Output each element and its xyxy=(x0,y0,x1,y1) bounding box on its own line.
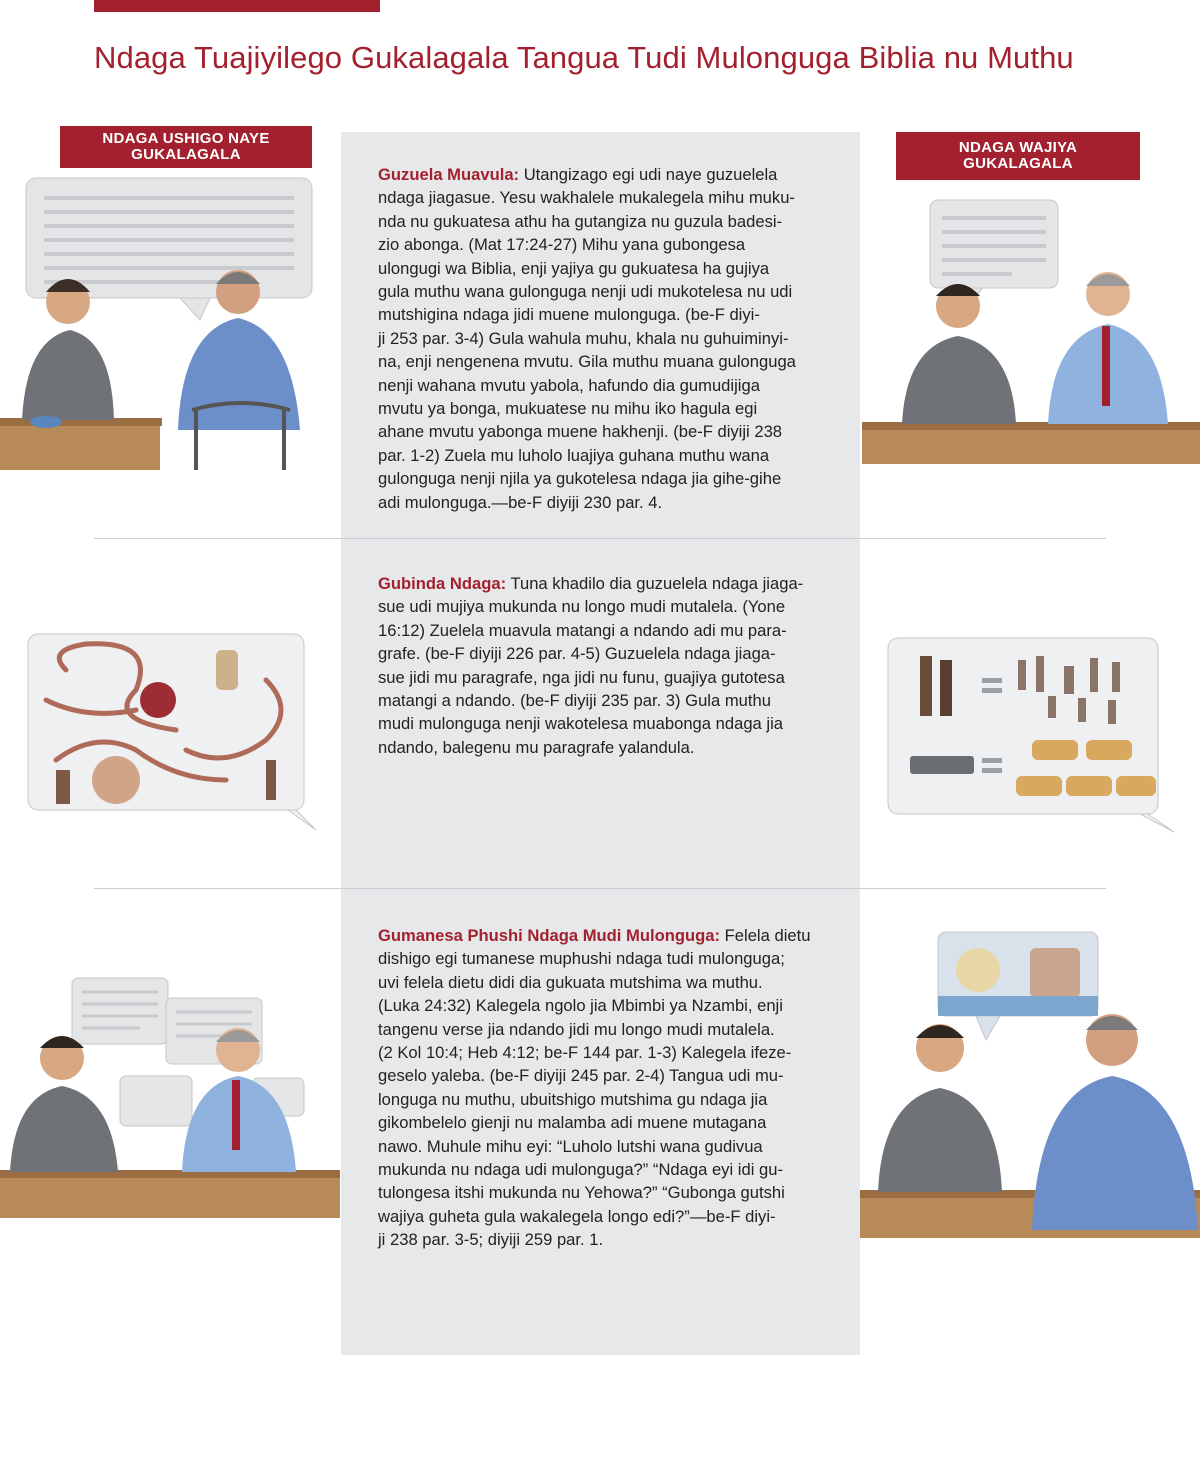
section-3-line: (2 Kol 10:4; Heb 4:12; be-F 144 par. 1-3) Kalegela ifeze- xyxy=(378,1043,792,1063)
section-2-line: sue jidi mu paragrafe, nga jidi nu funu, guajiya gutotesa xyxy=(378,667,785,687)
illustration-many-questions xyxy=(0,976,340,1220)
section-2-paragraph xyxy=(378,572,826,759)
section-3-line: tangenu verse jia ndando jidi mu longo mudi mutalela. xyxy=(378,1019,775,1039)
section-1-heading: Guzuela Muavula: xyxy=(378,165,520,184)
section-2-line: mudi mulonguga nenji wakotelesa muabonga ndaga jia xyxy=(378,714,783,734)
section-3-line: longuga nu muthu, ubuitshigo mutshima gu ndaga jia xyxy=(378,1089,768,1109)
line-text: Utangizago egi udi naye guzuelela xyxy=(523,165,778,184)
section-1-line: nda nu gukuatesa athu ha gutangiza nu guzula badesi- xyxy=(378,211,783,231)
section-1-paragraph xyxy=(378,163,826,514)
section-2-heading: Gubinda Ndaga: xyxy=(378,574,507,593)
section-1-line: na, enji nengenena mvutu. Gila muthu muana gulonguga xyxy=(378,352,796,372)
section-3-line-0 xyxy=(378,924,826,947)
section-1-line: par. 1-2) Zuela mu luholo luajiya guhana muthu wana xyxy=(378,445,770,465)
section-3-line: (Luka 24:32) Kalegela ngolo jia Mbimbi ya Nzambi, enji xyxy=(378,996,783,1016)
section-1-line: ndaga jiagasue. Yesu wakhalele mukalegela mihu muku- xyxy=(378,188,795,208)
section-1-line: ji 253 par. 3-4) Gula wahula muhu, khala nu guhuiminyi- xyxy=(378,328,789,348)
section-1-line: nenji wahana mvutu yabola, hafundo dia gumudijiga xyxy=(378,375,760,395)
section-1-line: adi mulonguga.—be-F diyiji 230 par. 4. xyxy=(378,492,663,512)
illustration-many-topics xyxy=(26,630,318,834)
illustration-balanced-talk xyxy=(862,196,1200,466)
section-2-line: grafe. (be-F diyiji 226 par. 4-5) Guzuelela ndaga jiaga- xyxy=(378,644,776,664)
section-3-line: tulongesa itshi mukunda nu Yehowa?” “Gubonga gutshi xyxy=(378,1183,785,1203)
section-1-line: mutshigina ndaga jidi muene mulonguga. (be-F diyi- xyxy=(378,305,760,325)
illustration-key-points xyxy=(886,636,1176,836)
section-2-line: matangi a ndando. (be-F diyiji 235 par. 3) Gula muthu xyxy=(378,691,771,711)
section-1-line: ahane mvutu yabonga muene hakhenji. (be-F diyiji 238 xyxy=(378,422,783,442)
section-1-line: gula muthu wana gulonguga nenji udi mukotelesa nu udi xyxy=(378,282,793,302)
section-3-line: uvi felela dietu didi dia gukuata mutshima wa muthu. xyxy=(378,972,763,992)
section-3-paragraph xyxy=(378,924,826,1252)
right-column-label: NDAGA WAJIYA GUKALAGALA xyxy=(896,132,1140,180)
page-title: Ndaga Tuajiyilego Gukalagala Tangua Tudi Mulonguga Biblia nu Muthu xyxy=(94,40,1074,75)
section-3-line: gikombelelo gienji nu malamba adi muene mutagana xyxy=(378,1113,767,1133)
section-2-line: ndando, balegenu mu paragrafe yalandula. xyxy=(378,737,695,757)
section-3-line: dishigo egi tumanese muphushi ndaga tudi mulonguga; xyxy=(378,949,785,969)
section-1-line: gulonguga nenji njila ya gukotelesa ndaga jia gihe-gihe xyxy=(378,469,782,489)
top-accent-bar xyxy=(94,0,380,12)
section-3-line: nawo. Muhule mihu eyi: “Luholo lutshi wana gudivua xyxy=(378,1136,763,1156)
section-3-line: mukunda nu ndaga udi mulonguga?” “Ndaga eyi idi gu- xyxy=(378,1160,783,1180)
section-2-line: 16:12) Zuelela muavula matangi a ndando adi mu para- xyxy=(378,620,787,640)
section-2-line-0 xyxy=(378,572,826,595)
section-1-line: ulongugi wa Biblia, enji yajiya gu gukuatesa ha gujiya xyxy=(378,258,770,278)
illustration-long-talk xyxy=(0,170,330,500)
section-2-line: sue udi mujiya mukunda nu longo mudi mutalela. (Yone xyxy=(378,597,786,617)
section-3-line: wajiya guheta gula wakalegela longo edi?”—be-F diyi- xyxy=(378,1206,776,1226)
line-text: Tuna khadilo dia guzuelela ndaga jiaga- xyxy=(510,574,804,593)
section-3-line: ji 238 par. 3-5; diyiji 259 par. 1. xyxy=(378,1230,604,1250)
section-3-heading: Gumanesa Phushi Ndaga Mudi Mulonguga: xyxy=(378,926,721,945)
line-text: Felela dietu xyxy=(724,926,811,945)
section-1-line-0 xyxy=(378,163,826,186)
left-column-label: NDAGA USHIGO NAYE GUKALAGALA xyxy=(60,126,312,168)
section-divider-1 xyxy=(94,538,1106,539)
section-1-line: mvutu ya bonga, mukuatese nu mihu iko hagula egi xyxy=(378,399,758,419)
section-divider-2 xyxy=(94,888,1106,889)
section-1-line: zio abonga. (Mat 17:24-27) Mihu yana gubongesa xyxy=(378,235,746,255)
section-3-line: geselo yaleba. (be-F diyiji 245 par. 2-4) Tangua udi mu- xyxy=(378,1066,784,1086)
illustration-reach-heart xyxy=(860,930,1200,1240)
